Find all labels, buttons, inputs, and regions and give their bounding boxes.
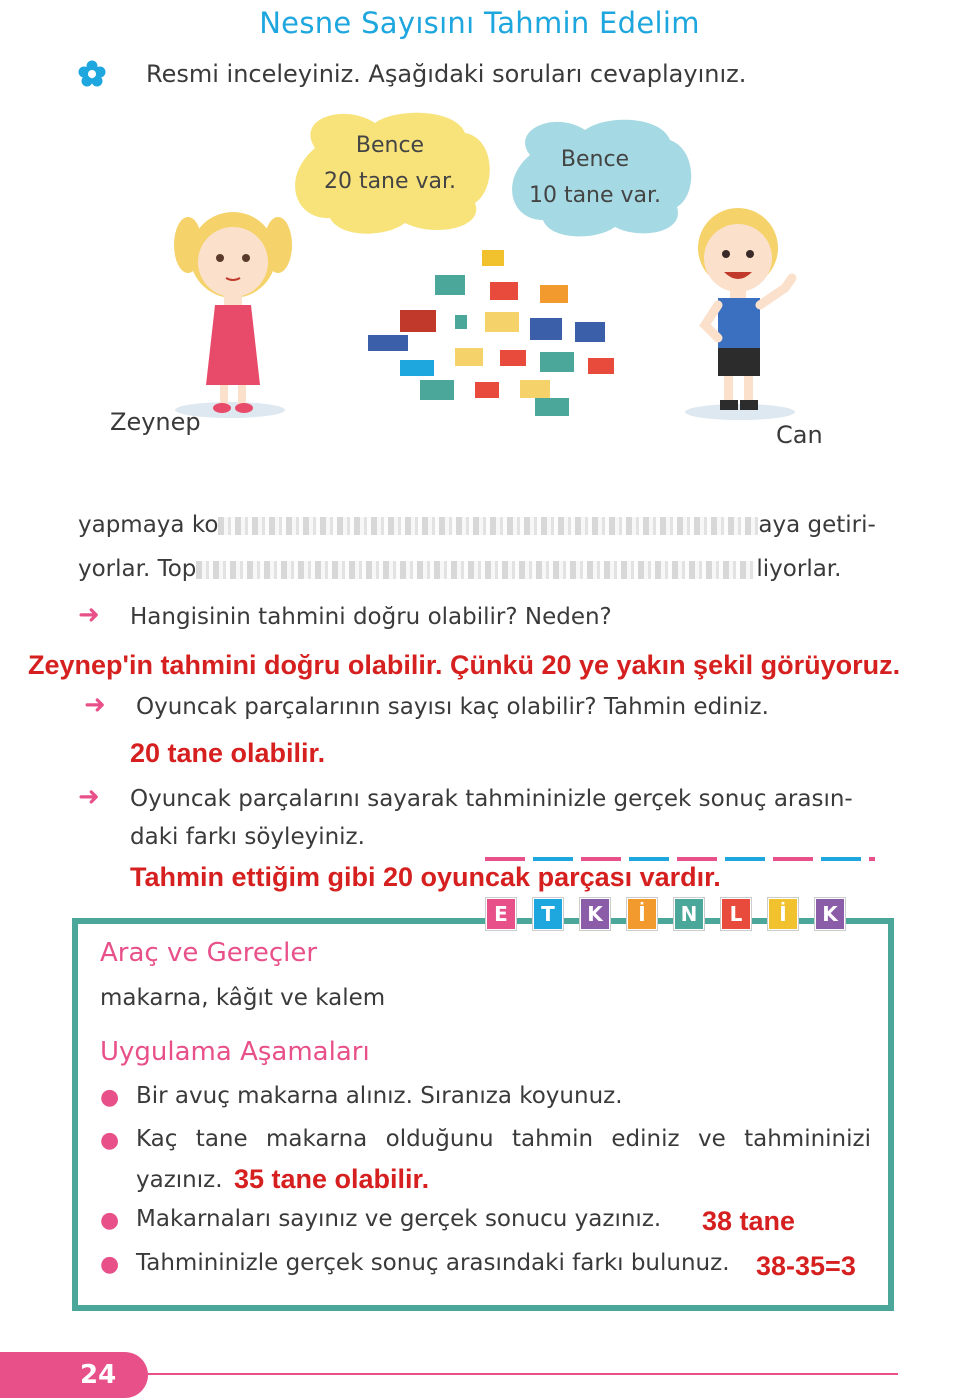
step-3-answer: 38 tane xyxy=(702,1206,796,1236)
bullet-icon: ● xyxy=(100,1128,120,1153)
step-2-answer: 35 tane olabilir. xyxy=(234,1164,430,1194)
tools-text: makarna, kâğıt ve kalem xyxy=(100,985,386,1011)
toy-blocks-illustration xyxy=(360,240,620,430)
step-2-line-1: Kaç tane makarna olduğunu tahmin ediniz ve tahmininizi xyxy=(136,1126,871,1152)
etkinlik-tile: N xyxy=(674,898,704,930)
character-name-can: Can xyxy=(776,421,823,449)
etkinlik-tile: İ xyxy=(768,898,798,930)
etkinlik-tile: T xyxy=(533,898,563,930)
step-4-answer: 38-35=3 xyxy=(756,1251,856,1281)
bullet-icon: ● xyxy=(100,1252,120,1277)
question-3-line-2: daki farkı söyleyiniz. xyxy=(130,824,365,850)
steps-heading: Uygulama Aşamaları xyxy=(100,1037,370,1067)
answer-3: Tahmin ettiğim gibi 20 oyuncak parçası vardır. xyxy=(130,862,721,892)
step-4: Tahmininizle gerçek sonuç arasındaki farkı bulunuz. xyxy=(136,1250,730,1276)
step-2-line-2: yazınız. xyxy=(136,1167,223,1193)
etkinlik-tile: E xyxy=(486,898,516,930)
instruction-text: Resmi inceleyiniz. Aşağıdaki soruları cevaplayınız. xyxy=(146,60,747,88)
answer-1: Zeynep'in tahmini doğru olabilir. Çünkü 20 ye yakın şekil görüyoruz. xyxy=(28,650,901,680)
step-3: Makarnaları sayınız ve gerçek sonucu yazınız. xyxy=(136,1206,662,1232)
bullet-icon: ● xyxy=(100,1208,120,1233)
page-title: Nesne Sayısını Tahmin Edelim xyxy=(259,6,700,40)
question-3-line-1: Oyuncak parçalarını sayarak tahmininizle gerçek sonuç arasın- xyxy=(130,786,853,812)
etkinlik-banner xyxy=(486,898,876,930)
bubble-yellow-text: Bence 20 tane var. xyxy=(323,133,457,194)
step-1: Bir avuç makarna alınız. Sıranıza koyunuz. xyxy=(136,1083,623,1109)
question-2: Oyuncak parçalarının sayısı kaç olabilir? Tahmin ediniz. xyxy=(136,694,769,720)
body-line-1: yapmaya ko aya getiri- xyxy=(78,512,876,538)
flower-icon xyxy=(78,60,106,88)
etkinlik-tile: İ xyxy=(627,898,657,930)
girl-illustration xyxy=(160,190,310,425)
page-number: 24 xyxy=(0,1352,148,1398)
footer-line xyxy=(148,1373,898,1375)
etkinlik-tile: K xyxy=(580,898,610,930)
etkinlik-top-stripe xyxy=(485,857,875,861)
body-line-2: yorlar. Top liyorlar. xyxy=(78,556,842,582)
bubble-blue-text: Bence 10 tane var. xyxy=(528,147,662,208)
question-1: Hangisinin tahmini doğru olabilir? Neden? xyxy=(130,604,612,630)
etkinlik-tile: K xyxy=(815,898,845,930)
etkinlik-tile: L xyxy=(721,898,751,930)
bullet-icon: ● xyxy=(100,1085,120,1110)
arrow-icon: ➜ xyxy=(84,690,106,720)
arrow-icon: ➜ xyxy=(78,782,100,812)
tools-heading: Araç ve Gereçler xyxy=(100,938,318,968)
boy-illustration xyxy=(680,190,830,425)
character-name-zeynep: Zeynep xyxy=(110,408,201,436)
answer-2: 20 tane olabilir. xyxy=(130,738,326,768)
arrow-icon: ➜ xyxy=(78,600,100,630)
